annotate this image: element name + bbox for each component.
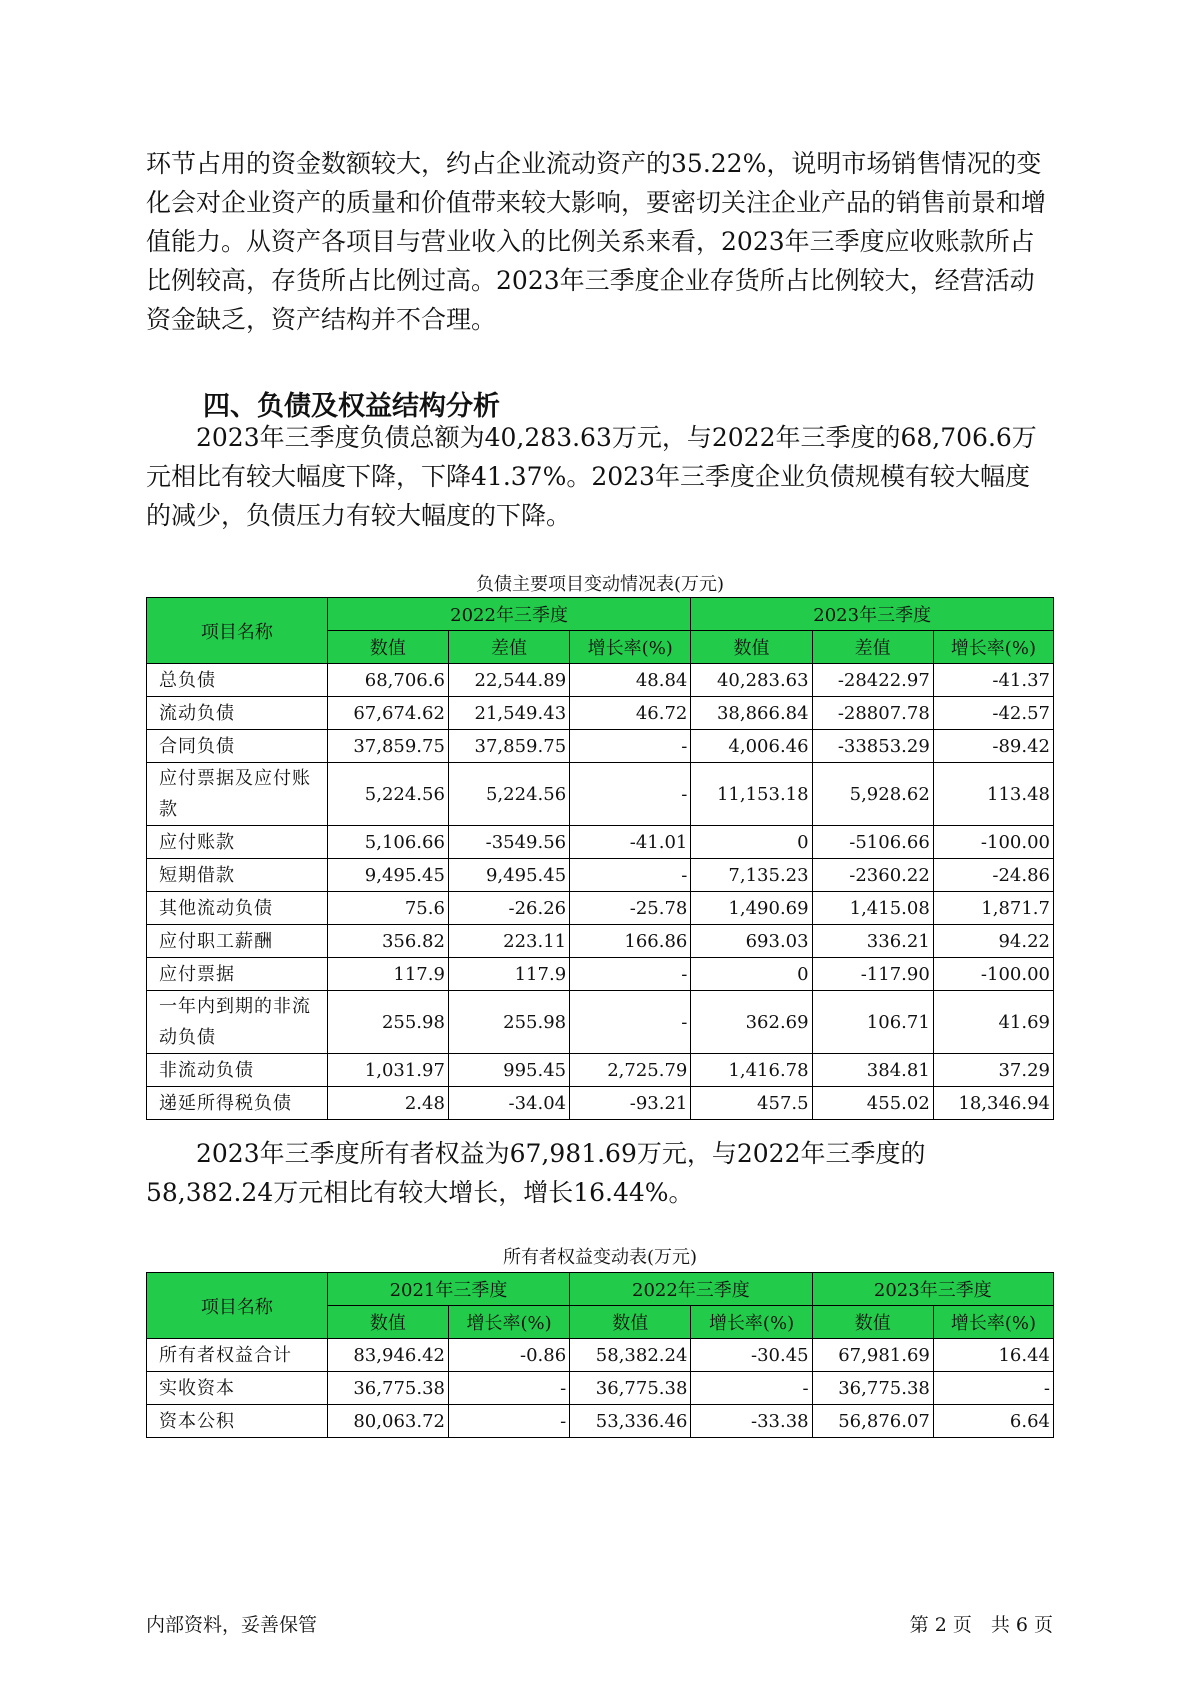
paragraph-asset-structure: 环节占用的资金数额较大，约占企业流动资产的35.22%，说明市场销售情况的变化会对企业资产的质量和价值带来较大影响，要密切关注企业产品的销售前景和增值能力。从资产各项目与营业收入的比例关系来看，2023年三季度应收账款所占比例较高，存货所占比例过高。2023年三季度企业存货所占比例较大，经营活动资金缺乏，资产结构并不合理。 [146, 149, 1047, 334]
table-cell: -93.21 [570, 1087, 691, 1120]
table-row [147, 859, 1054, 892]
table-row [147, 892, 1054, 925]
column-header: 数值 [812, 1306, 933, 1339]
table-cell: -26.26 [448, 892, 569, 925]
table-cell: 5,224.56 [448, 763, 569, 826]
table-cell: 38,866.84 [691, 697, 812, 730]
table-cell: 223.11 [448, 925, 569, 958]
table-row [147, 730, 1054, 763]
table-cell: -24.86 [933, 859, 1053, 892]
table-cell: 1,416.78 [691, 1054, 812, 1087]
table1-period2-header: 2023年三季度 [691, 598, 1054, 631]
table-cell: 53,336.46 [570, 1405, 691, 1438]
table-cell: 5,224.56 [327, 763, 448, 826]
table-cell: 37.29 [933, 1054, 1053, 1087]
table-cell: -0.86 [448, 1339, 569, 1372]
table-row [147, 664, 1054, 697]
column-header: 增长率(%) [570, 631, 691, 664]
table-cell: 457.5 [691, 1087, 812, 1120]
table2-caption: 所有者权益变动表(万元) [502, 1247, 698, 1268]
table-cell: 48.84 [570, 664, 691, 697]
table-cell: - [448, 1405, 569, 1438]
table-cell: 58,382.24 [570, 1339, 691, 1372]
table-cell: 36,775.38 [327, 1372, 448, 1405]
table-cell: 2,725.79 [570, 1054, 691, 1087]
table-row [147, 1087, 1054, 1120]
table2-period2-header: 2022年三季度 [570, 1273, 812, 1306]
table-cell: 67,674.62 [327, 697, 448, 730]
table-row [147, 925, 1054, 958]
table-cell: -2360.22 [812, 859, 933, 892]
equity-table [146, 1272, 1054, 1438]
column-header: 增长率(%) [448, 1306, 569, 1339]
table-cell: 37,859.75 [327, 730, 448, 763]
table-cell: -100.00 [933, 958, 1053, 991]
table-cell: 11,153.18 [691, 763, 812, 826]
table-cell: 336.21 [812, 925, 933, 958]
footer-confidential: 内部资料，妥善保管 [146, 1614, 318, 1636]
table-cell: -25.78 [570, 892, 691, 925]
table-cell: 0 [691, 958, 812, 991]
table-cell: 68,706.6 [327, 664, 448, 697]
paragraph-equity: 2023年三季度所有者权益为67,981.69万元，与2022年三季度的58,382.24万元相比有较大增长，增长16.44%。 [146, 1139, 926, 1207]
table2-period3-header: 2023年三季度 [812, 1273, 1053, 1306]
table-cell: -28422.97 [812, 664, 933, 697]
table-cell: 113.48 [933, 763, 1053, 826]
table-cell: - [570, 763, 691, 826]
table-cell: 693.03 [691, 925, 812, 958]
table-row [147, 1372, 1054, 1405]
table1-period1-header: 2022年三季度 [327, 598, 691, 631]
table-cell: 4,006.46 [691, 730, 812, 763]
table-cell: 6.64 [933, 1405, 1053, 1438]
row-label: 流动负债 [147, 697, 328, 730]
row-label: 短期借款 [147, 859, 328, 892]
row-label: 递延所得税负债 [147, 1087, 328, 1120]
table2-period1-header: 2021年三季度 [327, 1273, 569, 1306]
row-label: 应付职工薪酬 [147, 925, 328, 958]
table-cell: 46.72 [570, 697, 691, 730]
table-cell: 5,928.62 [812, 763, 933, 826]
table-row [147, 826, 1054, 859]
table-cell: 1,871.7 [933, 892, 1053, 925]
table-row [147, 958, 1054, 991]
table-cell: 18,346.94 [933, 1087, 1053, 1120]
table-cell: -33853.29 [812, 730, 933, 763]
row-label: 资本公积 [147, 1405, 328, 1438]
table-cell: 166.86 [570, 925, 691, 958]
table-cell: 83,946.42 [327, 1339, 448, 1372]
table-row [147, 697, 1054, 730]
table-cell: 0 [691, 826, 812, 859]
table-cell: - [691, 1372, 812, 1405]
row-label: 总负债 [147, 664, 328, 697]
table-cell: 56,876.07 [812, 1405, 933, 1438]
column-header: 增长率(%) [691, 1306, 812, 1339]
table-cell: -100.00 [933, 826, 1053, 859]
table-cell: 36,775.38 [812, 1372, 933, 1405]
table-row [147, 1054, 1054, 1087]
table-cell: - [448, 1372, 569, 1405]
table-cell: 21,549.43 [448, 697, 569, 730]
table-cell: 7,135.23 [691, 859, 812, 892]
row-label: 所有者权益合计 [147, 1339, 328, 1372]
column-header: 增长率(%) [933, 1306, 1053, 1339]
table-cell: - [933, 1372, 1053, 1405]
table-cell: 362.69 [691, 991, 812, 1054]
table-row [147, 1339, 1054, 1372]
table-cell: -117.90 [812, 958, 933, 991]
table-cell: 255.98 [327, 991, 448, 1054]
table-cell: -41.01 [570, 826, 691, 859]
table-cell: 41.69 [933, 991, 1053, 1054]
table-cell: 995.45 [448, 1054, 569, 1087]
table-row [147, 991, 1054, 1054]
table-cell: 117.9 [327, 958, 448, 991]
table-cell: -41.37 [933, 664, 1053, 697]
table-cell: 1,490.69 [691, 892, 812, 925]
liabilities-table [146, 597, 1054, 1120]
table-cell: 117.9 [448, 958, 569, 991]
table-cell: -34.04 [448, 1087, 569, 1120]
row-label: 合同负债 [147, 730, 328, 763]
column-header: 数值 [327, 631, 448, 664]
table-cell: - [570, 859, 691, 892]
table-cell: - [570, 991, 691, 1054]
table1-header-row [147, 598, 1054, 631]
table-cell: 40,283.63 [691, 664, 812, 697]
table-cell: -5106.66 [812, 826, 933, 859]
table1-name-header: 项目名称 [147, 598, 328, 664]
column-header: 数值 [570, 1306, 691, 1339]
row-label: 应付票据 [147, 958, 328, 991]
table-cell: 67,981.69 [812, 1339, 933, 1372]
table-cell: -30.45 [691, 1339, 812, 1372]
table2-body [147, 1339, 1054, 1438]
column-header: 增长率(%) [933, 631, 1053, 664]
table-cell: -42.57 [933, 697, 1053, 730]
row-label: 应付票据及应付账款 [147, 763, 328, 826]
table-row [147, 1405, 1054, 1438]
row-label: 非流动负债 [147, 1054, 328, 1087]
row-label: 应付账款 [147, 826, 328, 859]
table-cell: 1,415.08 [812, 892, 933, 925]
table-cell: -89.42 [933, 730, 1053, 763]
table2-header-row [147, 1273, 1054, 1306]
table2-name-header: 项目名称 [147, 1273, 328, 1339]
column-header: 差值 [448, 631, 569, 664]
table-cell: 37,859.75 [448, 730, 569, 763]
section-heading: 四、负债及权益结构分析 [203, 391, 500, 422]
table-cell: -28807.78 [812, 697, 933, 730]
row-label: 实收资本 [147, 1372, 328, 1405]
table-cell: -33.38 [691, 1405, 812, 1438]
table-row [147, 763, 1054, 826]
column-header: 差值 [812, 631, 933, 664]
table1-body [147, 664, 1054, 1120]
column-header: 数值 [691, 631, 812, 664]
table-cell: 255.98 [448, 991, 569, 1054]
table-cell: - [570, 730, 691, 763]
table-cell: 356.82 [327, 925, 448, 958]
row-label: 一年内到期的非流动负债 [147, 991, 328, 1054]
table-cell: 16.44 [933, 1339, 1053, 1372]
table-cell: 5,106.66 [327, 826, 448, 859]
table-cell: -3549.56 [448, 826, 569, 859]
table-cell: 9,495.45 [327, 859, 448, 892]
table1-caption: 负债主要项目变动情况表(万元) [475, 574, 725, 595]
table-cell: 455.02 [812, 1087, 933, 1120]
table-cell: 2.48 [327, 1087, 448, 1120]
table-cell: 22,544.89 [448, 664, 569, 697]
table-cell: 75.6 [327, 892, 448, 925]
table-cell: 1,031.97 [327, 1054, 448, 1087]
table-cell: 80,063.72 [327, 1405, 448, 1438]
row-label: 其他流动负债 [147, 892, 328, 925]
paragraph-liabilities: 2023年三季度负债总额为40,283.63万元，与2022年三季度的68,706.6万元相比有较大幅度下降，下降41.37%。2023年三季度企业负债规模有较大幅度的减少，负债压力有较大幅度的下降。 [146, 423, 1037, 530]
table-cell: 36,775.38 [570, 1372, 691, 1405]
table-cell: 384.81 [812, 1054, 933, 1087]
footer-page-number: 第 2 页 共 6 页 [909, 1614, 1053, 1636]
column-header: 数值 [327, 1306, 448, 1339]
table-cell: 94.22 [933, 925, 1053, 958]
table-cell: 9,495.45 [448, 859, 569, 892]
table-cell: - [570, 958, 691, 991]
table-cell: 106.71 [812, 991, 933, 1054]
